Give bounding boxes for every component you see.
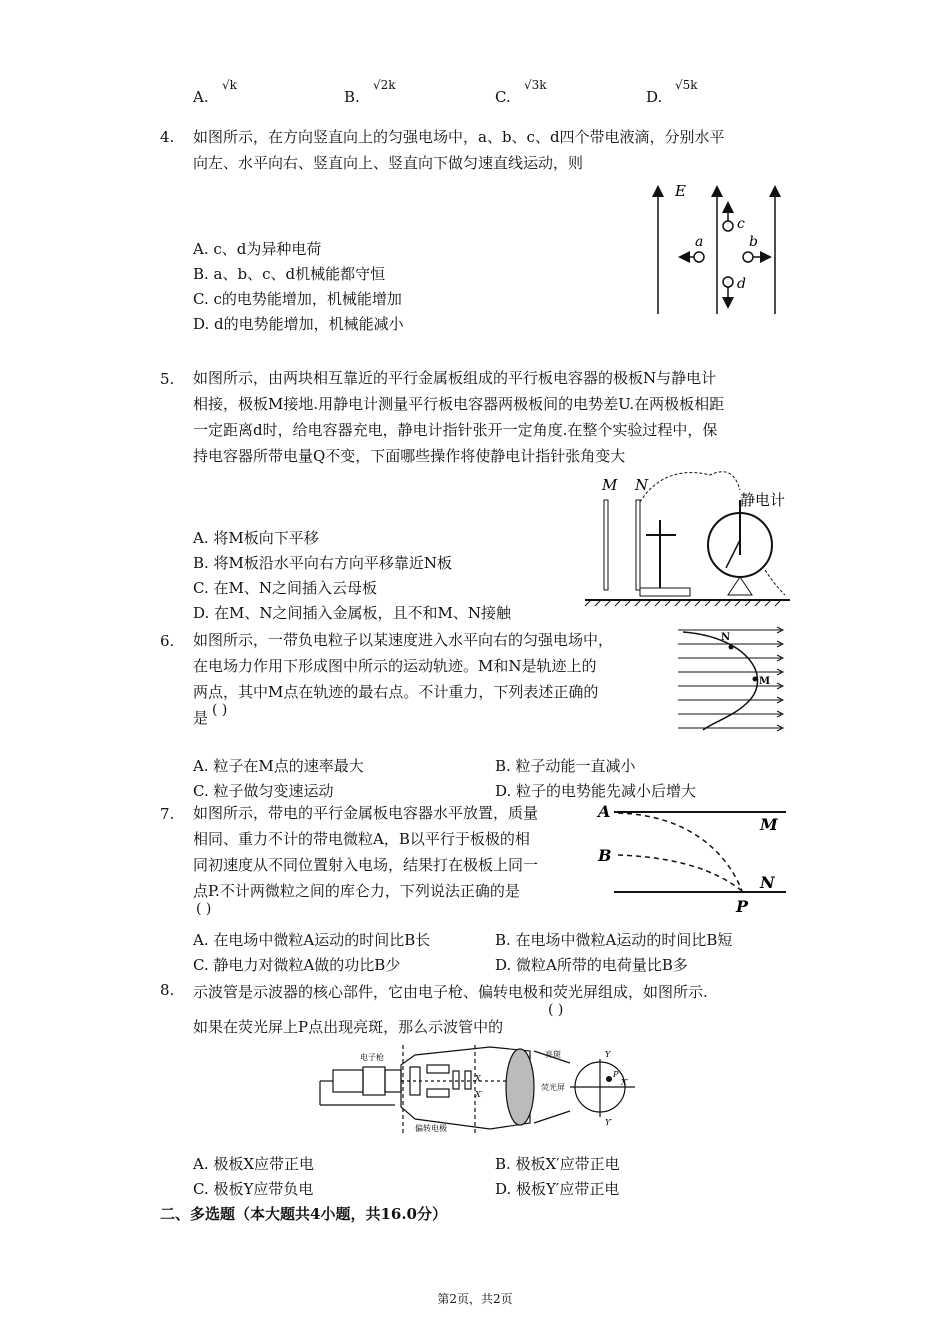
q8-number: 8. bbox=[160, 981, 175, 999]
q8-fig-x-label: X bbox=[475, 1074, 481, 1083]
q4-fig-e-label: E bbox=[675, 182, 686, 200]
q3-option-b-value: √2k bbox=[373, 78, 396, 92]
q7-fig-a-label: A bbox=[598, 802, 611, 821]
q4-fig-b-label: b bbox=[749, 234, 758, 250]
q7-option-c: C. 静电力对微粒A做的功比B少 bbox=[193, 956, 401, 974]
q6-stem-line2: 在电场力作用下形成图中所示的运动轨迹。M和N是轨迹上的 bbox=[193, 657, 597, 675]
q8-fig-y-label: Y bbox=[605, 1050, 611, 1059]
q8-fig-xp-label: X′ bbox=[475, 1090, 483, 1099]
q3-option-c: C. bbox=[495, 88, 511, 106]
q7-fig-m-label: M bbox=[760, 815, 778, 834]
q7-fig-n-label: N bbox=[760, 873, 775, 892]
q5-stem-line2: 相接，极板M接地.用静电计测量平行板电容器两极板间的电势差U.在两极板相距 bbox=[193, 395, 725, 413]
section-2-heading: 二、多选题（本大题共4小题，共16.0分） bbox=[160, 1205, 447, 1223]
q3-option-a: A. bbox=[193, 88, 209, 106]
q4-option-d: D. d的电势能增加，机械能减小 bbox=[193, 315, 404, 333]
q8-option-b: B. 极板X′应带正电 bbox=[495, 1155, 620, 1173]
q4-fig-c-label: c bbox=[737, 216, 745, 232]
q6-trajectory-figure bbox=[673, 622, 788, 737]
q5-option-c: C. 在M、N之间插入云母板 bbox=[193, 579, 377, 597]
q8-fig-gun-label: 电子枪 bbox=[360, 1053, 384, 1062]
q7-option-d: D. 微粒A所带的电荷量比B多 bbox=[495, 956, 688, 974]
q8-oscilloscope-figure bbox=[315, 1045, 645, 1135]
q3-option-d-value: √5k bbox=[675, 78, 698, 92]
q4-field-figure bbox=[645, 180, 785, 320]
q5-stem-line3: 一定距离d时，给电容器充电，静电计指针张开一定角度.在整个实验过程中，保 bbox=[193, 421, 718, 439]
q8-stem-line2: 如果在荧光屏上P点出现亮斑，那么示波管中的 bbox=[193, 1018, 504, 1036]
q5-fig-m-label: M bbox=[602, 476, 618, 494]
q5-fig-meter-label: 静电计 bbox=[740, 491, 786, 509]
q8-option-c: C. 极板Y应带负电 bbox=[193, 1180, 314, 1198]
q6-fig-m-label: M bbox=[759, 676, 771, 687]
q6-number: 6. bbox=[160, 632, 175, 650]
q5-stem-line1: 如图所示，由两块相互靠近的平行金属板组成的平行板电容器的极板N与静电计 bbox=[193, 369, 717, 387]
q8-option-d: D. 极板Y′应带正电 bbox=[495, 1180, 620, 1198]
q4-number: 4. bbox=[160, 128, 175, 146]
q7-fig-p-label: P bbox=[736, 897, 749, 916]
q6-fig-n-label: N bbox=[721, 632, 731, 643]
q5-option-a: A. 将M板向下平移 bbox=[193, 529, 319, 547]
q7-option-a: A. 在电场中微粒A运动的时间比B长 bbox=[193, 931, 431, 949]
q5-fig-n-label: N bbox=[635, 476, 649, 494]
q4-stem-line2: 向左、水平向右、竖直向上、竖直向下做匀速直线运动，则 bbox=[193, 154, 584, 172]
q7-capacitor-figure bbox=[596, 800, 791, 915]
page-footer: 第2页，共2页 bbox=[437, 1292, 513, 1306]
q6-stem-line3: 两点，其中M点在轨迹的最右点。不计重力，下列表述正确的 bbox=[193, 683, 599, 701]
q3-option-c-value: √3k bbox=[524, 78, 547, 92]
q5-stem bbox=[193, 365, 724, 469]
q8-fig-yp-label: Y′ bbox=[605, 1118, 613, 1127]
q7-stem-line3: 同初速度从不同位置射入电场，结果打在极板上同一 bbox=[193, 856, 539, 874]
q4-fig-a-label: a bbox=[695, 234, 704, 250]
q5-options bbox=[193, 526, 511, 626]
q6-paren: ( ) bbox=[212, 702, 228, 718]
q7-number: 7. bbox=[160, 805, 175, 823]
q7-option-b: B. 在电场中微粒A运动的时间比B短 bbox=[495, 931, 733, 949]
q4-option-b: B. a、b、c、d机械能都守恒 bbox=[193, 265, 386, 283]
q8-paren: ( ) bbox=[548, 1002, 564, 1018]
q4-option-a: A. c、d为异种电荷 bbox=[193, 240, 322, 258]
q4-stem-line1: 如图所示，在方向竖直向上的匀强电场中，a、b、c、d四个带电液滴，分别水平 bbox=[193, 128, 725, 146]
q3-option-b: B. bbox=[344, 88, 360, 106]
q5-stem-line4: 持电容器所带电量Q不变，下面哪些操作将使静电计指针张角变大 bbox=[193, 447, 626, 465]
q3-option-a-value: √k bbox=[222, 78, 237, 92]
q6-option-c: C. 粒子做匀变速运动 bbox=[193, 782, 334, 800]
q8-stem-line1: 示波管是示波器的核心部件，它由电子枪、偏转电极和荧光屏组成，如图所示. bbox=[193, 983, 708, 1001]
q8-fig-deflect-label: 偏转电极 bbox=[415, 1124, 447, 1133]
q8-fig-xp-right-label: X′ bbox=[621, 1078, 629, 1087]
q4-stem bbox=[193, 124, 725, 176]
q8-option-a: A. 极板X应带正电 bbox=[193, 1155, 315, 1173]
q6-option-a: A. 粒子在M点的速率最大 bbox=[193, 757, 364, 775]
q7-stem bbox=[193, 800, 538, 904]
q7-paren: ( ) bbox=[196, 901, 212, 917]
q7-fig-b-label: B bbox=[598, 846, 612, 865]
q7-stem-line4: 点P.不计两微粒之间的库仑力，下列说法正确的是 bbox=[193, 882, 520, 900]
q6-stem bbox=[193, 627, 613, 731]
q6-option-d: D. 粒子的电势能先减小后增大 bbox=[495, 782, 697, 800]
q3-option-d: D. bbox=[646, 88, 663, 106]
q5-option-b: B. 将M板沿水平向右方向平移靠近N板 bbox=[193, 554, 453, 572]
q6-stem-line1: 如图所示，一带负电粒子以某速度进入水平向右的匀强电场中， bbox=[193, 631, 614, 649]
q4-fig-d-label: d bbox=[737, 276, 746, 292]
q7-stem-line2: 相同、重力不计的带电微粒A，B以平行于板极的相 bbox=[193, 830, 530, 848]
q5-option-d: D. 在M、N之间插入金属板，且不和M、N接触 bbox=[193, 604, 511, 622]
q8-fig-p-label: P bbox=[613, 1070, 619, 1079]
q5-electroscope-figure bbox=[580, 460, 795, 610]
q5-number: 5. bbox=[160, 370, 175, 388]
q8-fig-spot-label: 亮斑 bbox=[545, 1050, 561, 1059]
q6-stem-line4: 是 bbox=[193, 709, 209, 727]
q8-fig-screen-label: 荧光屏 bbox=[541, 1083, 565, 1092]
q6-option-b: B. 粒子动能一直减小 bbox=[495, 757, 636, 775]
q4-option-c: C. c的电势能增加，机械能增加 bbox=[193, 290, 402, 308]
q4-options bbox=[193, 237, 404, 337]
q7-stem-line1: 如图所示，带电的平行金属板电容器水平放置，质量 bbox=[193, 804, 539, 822]
